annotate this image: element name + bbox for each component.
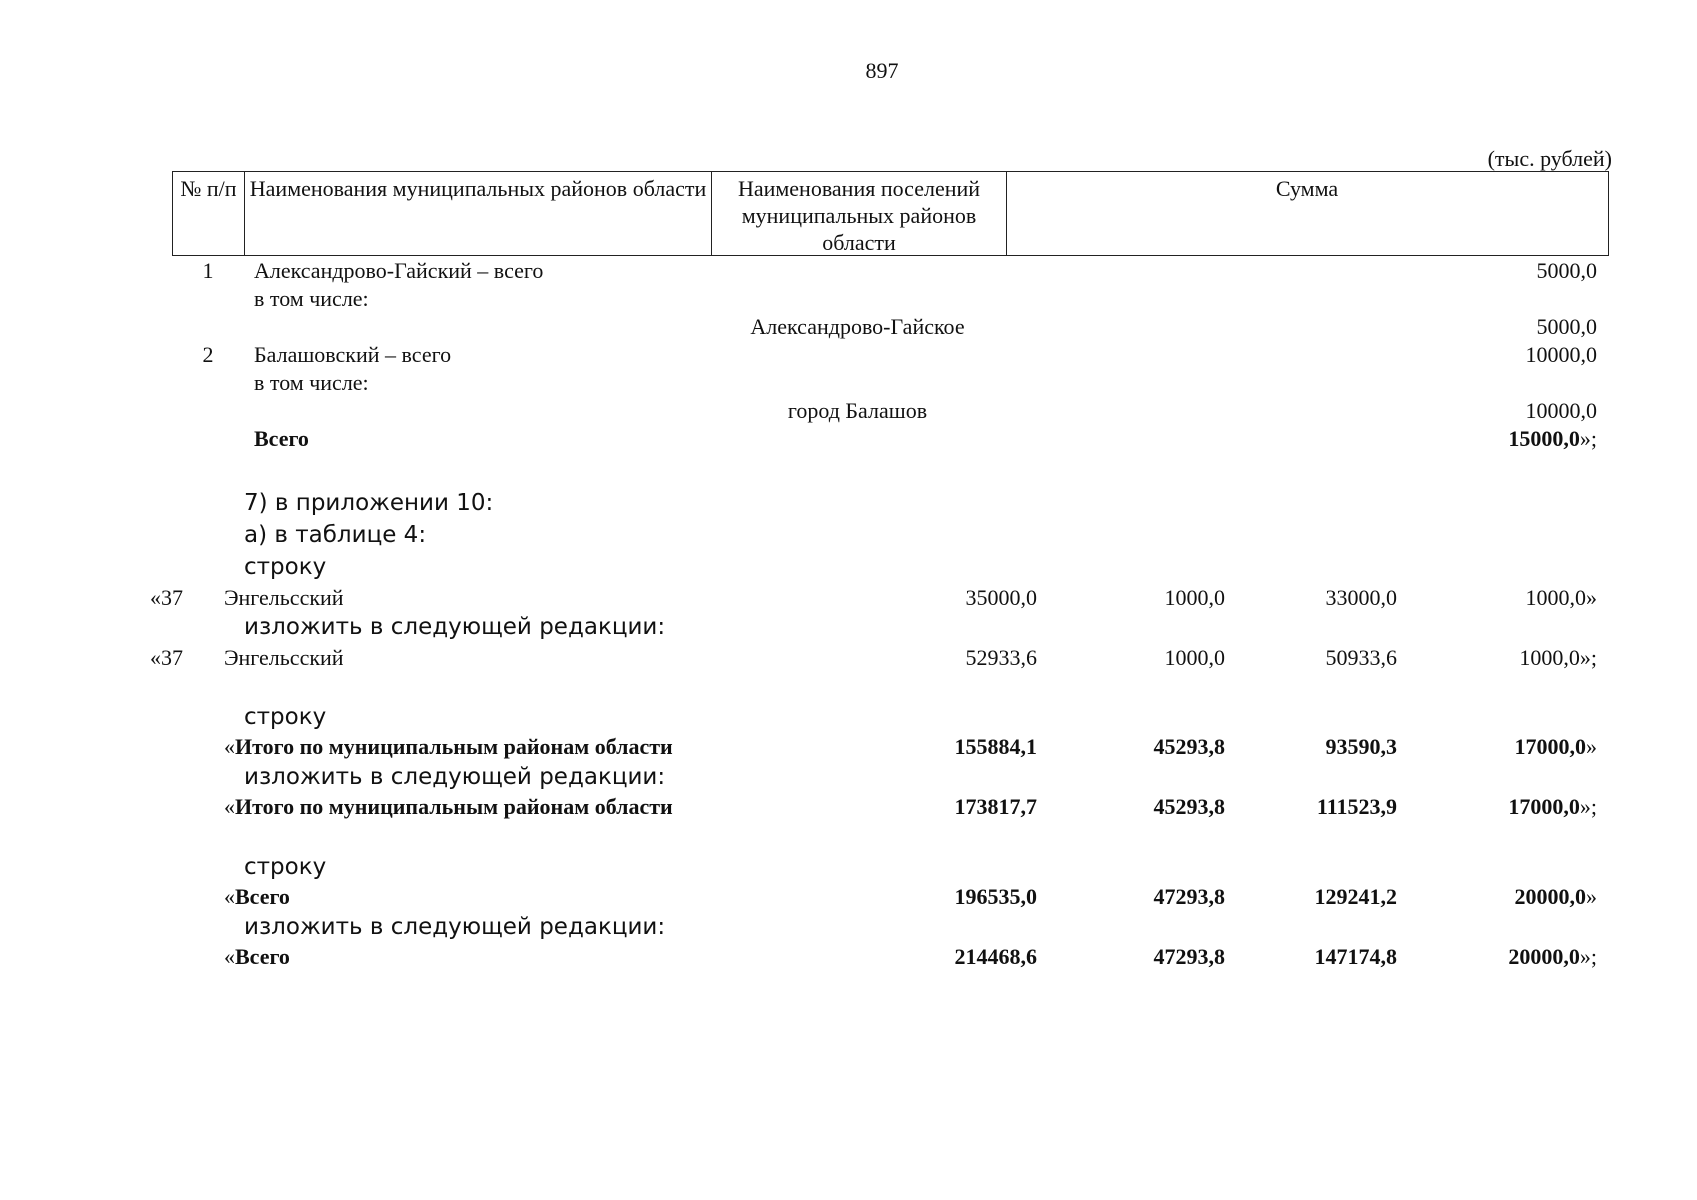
instruction-sub-a: а) в таблице 4: bbox=[244, 522, 427, 548]
value-2: 47293,8 bbox=[1153, 944, 1225, 969]
header-sum: Сумма bbox=[1006, 172, 1607, 255]
row-prefix: «37 bbox=[150, 585, 183, 610]
value-4: 20000,0»; bbox=[1508, 944, 1597, 969]
row-number: 2 bbox=[202, 342, 214, 367]
row-name: Энгельсский bbox=[224, 585, 344, 610]
row-name: «Итого по муниципальным районам области bbox=[224, 734, 673, 759]
value-2: 45293,8 bbox=[1153, 794, 1225, 819]
value-4: 1000,0» bbox=[1525, 585, 1597, 610]
subtotal-label: в том числе: bbox=[254, 286, 369, 311]
row-name: «Итого по муниципальным районам области bbox=[224, 794, 673, 819]
row-prefix: «37 bbox=[150, 645, 183, 670]
instruction-edit: изложить в следующей редакции: bbox=[244, 614, 666, 640]
value-2: 45293,8 bbox=[1153, 734, 1225, 759]
value-3: 93590,3 bbox=[1325, 734, 1397, 759]
row-name: Энгельсский bbox=[224, 645, 344, 670]
value-1: 35000,0 bbox=[965, 585, 1037, 610]
instruction-edit: изложить в следующей редакции: bbox=[244, 914, 666, 940]
total-sum: 15000,0»; bbox=[1508, 426, 1597, 451]
row-name: «Всего bbox=[224, 944, 290, 969]
value-4: 20000,0» bbox=[1514, 884, 1597, 909]
row-sum: 5000,0 bbox=[1536, 258, 1597, 283]
total-label: Всего bbox=[254, 426, 309, 451]
value-1: 173817,7 bbox=[954, 794, 1037, 819]
value-4: 17000,0»; bbox=[1508, 794, 1597, 819]
value-1: 52933,6 bbox=[965, 645, 1037, 670]
page-number: 897 bbox=[865, 58, 899, 83]
row-name: «Всего bbox=[224, 884, 290, 909]
value-3: 33000,0 bbox=[1325, 585, 1397, 610]
instruction-line: строку bbox=[244, 854, 327, 880]
subtotal-label: в том числе: bbox=[254, 370, 369, 395]
value-2: 1000,0 bbox=[1164, 645, 1225, 670]
instruction-line: строку bbox=[244, 554, 327, 580]
value-3: 50933,6 bbox=[1325, 645, 1397, 670]
settlement-name: Александрово-Гайское bbox=[750, 314, 965, 339]
value-2: 1000,0 bbox=[1164, 585, 1225, 610]
value-3: 147174,8 bbox=[1314, 944, 1397, 969]
units-label: (тыс. рублей) bbox=[1487, 146, 1612, 171]
row-sum: 10000,0 bbox=[1525, 398, 1597, 423]
row-sum: 5000,0 bbox=[1536, 314, 1597, 339]
value-1: 196535,0 bbox=[954, 884, 1037, 909]
instruction-line: строку bbox=[244, 704, 327, 730]
district-name: Балашовский – всего bbox=[254, 342, 452, 367]
settlement-name: город Балашов bbox=[787, 398, 928, 423]
value-3: 129241,2 bbox=[1314, 884, 1397, 909]
row-number: 1 bbox=[202, 258, 214, 283]
value-3: 111523,9 bbox=[1316, 794, 1397, 819]
value-2: 47293,8 bbox=[1153, 884, 1225, 909]
value-1: 214468,6 bbox=[954, 944, 1037, 969]
header-settlements: Наименования поселений муниципальных районов области bbox=[711, 172, 1006, 255]
instruction-item-7: 7) в приложении 10: bbox=[244, 490, 494, 516]
table-header bbox=[172, 171, 1609, 256]
district-name: Александрово-Гайский – всего bbox=[254, 258, 544, 283]
instruction-edit: изложить в следующей редакции: bbox=[244, 764, 666, 790]
value-4: 1000,0»; bbox=[1519, 645, 1597, 670]
row-sum: 10000,0 bbox=[1525, 342, 1597, 367]
header-districts: Наименования муниципальных районов области bbox=[244, 172, 711, 255]
header-number: № п/п bbox=[180, 176, 237, 201]
value-4: 17000,0» bbox=[1514, 734, 1597, 759]
value-1: 155884,1 bbox=[954, 734, 1037, 759]
